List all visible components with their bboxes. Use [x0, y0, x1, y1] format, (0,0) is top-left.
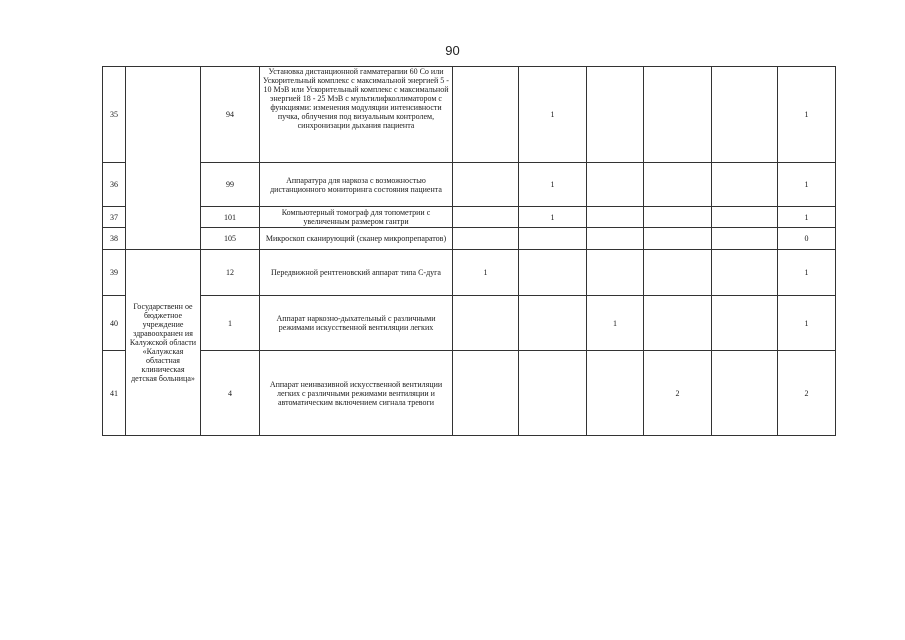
value-cell: [587, 351, 644, 436]
total-cell: 2: [778, 351, 836, 436]
equipment-description: Передвижной рентгеновский аппарат типа С-дуга: [260, 250, 453, 296]
equipment-description: Установка дистанционной гамматерапии 60 Со или Ускорительный комплекс с максимальной энергией 5 - 10 МэВ или Ускорительный комплекс с максимальной энергией 18 - 25 МэВ с мультилифколлиматором с функциями: изменения модуляции интенсивности пучка, облучения под визуальным контролем, синхронизации дыхания пациента: [260, 67, 453, 163]
row-number: 38: [103, 228, 126, 250]
value-cell: 1: [519, 207, 587, 228]
row-number: 40: [103, 296, 126, 351]
row-number: 41: [103, 351, 126, 436]
value-cell: 2: [644, 351, 712, 436]
value-cell: [587, 67, 644, 163]
value-cell: [712, 228, 778, 250]
value-cell: 1: [587, 296, 644, 351]
table-row: [103, 250, 836, 296]
value-cell: [712, 250, 778, 296]
row-number: 35: [103, 67, 126, 163]
table-row: [103, 351, 836, 436]
value-cell: [453, 351, 519, 436]
value-cell: [587, 228, 644, 250]
table-row: [103, 228, 836, 250]
value-cell: [453, 163, 519, 207]
table-row: [103, 296, 836, 351]
total-cell: 1: [778, 207, 836, 228]
table-row: [103, 207, 836, 228]
total-cell: 1: [778, 296, 836, 351]
total-cell: 1: [778, 163, 836, 207]
value-cell: [712, 296, 778, 351]
equipment-description: Аппаратура для наркоза с возможностью дистанционного мониторинга состояния пациента: [260, 163, 453, 207]
equipment-description: Аппарат наркозно-дыхательный с различными режимами искусственной вентиляции легких: [260, 296, 453, 351]
value-cell: [519, 250, 587, 296]
value-cell: [519, 351, 587, 436]
value-cell: [712, 351, 778, 436]
total-cell: 1: [778, 67, 836, 163]
value-cell: [644, 250, 712, 296]
equipment-code: 101: [201, 207, 260, 228]
equipment-description: Компьютерный томограф для топометрии с увеличенным размером гантри: [260, 207, 453, 228]
equipment-table: [102, 66, 836, 436]
value-cell: [519, 296, 587, 351]
value-cell: [644, 67, 712, 163]
value-cell: [644, 207, 712, 228]
equipment-code: 4: [201, 351, 260, 436]
value-cell: [519, 228, 587, 250]
equipment-code: 12: [201, 250, 260, 296]
value-cell: [644, 296, 712, 351]
value-cell: [712, 207, 778, 228]
equipment-code: 94: [201, 67, 260, 163]
value-cell: 1: [519, 67, 587, 163]
value-cell: [453, 228, 519, 250]
value-cell: 1: [453, 250, 519, 296]
equipment-code: 105: [201, 228, 260, 250]
value-cell: [644, 228, 712, 250]
equipment-code: 1: [201, 296, 260, 351]
equipment-description: Аппарат неинвазивной искусственной вентиляции легких с различными режимами вентиляции и автоматическим включением сигнала тревоги: [260, 351, 453, 436]
value-cell: 1: [519, 163, 587, 207]
row-number: 37: [103, 207, 126, 228]
row-number: 36: [103, 163, 126, 207]
value-cell: [587, 207, 644, 228]
value-cell: [453, 207, 519, 228]
value-cell: [644, 163, 712, 207]
value-cell: [712, 67, 778, 163]
value-cell: [712, 163, 778, 207]
value-cell: [453, 67, 519, 163]
row-number: 39: [103, 250, 126, 296]
total-cell: 0: [778, 228, 836, 250]
equipment-code: 99: [201, 163, 260, 207]
value-cell: [587, 163, 644, 207]
organization-cell-empty: [126, 67, 201, 250]
organization-name: Государственн ое бюджетное учреждение здравоохранен ия Калужской области «Калужская областная клиническая детская больница»: [126, 250, 201, 436]
equipment-description: Микроскоп сканирующий (сканер микропрепаратов): [260, 228, 453, 250]
table-row: [103, 163, 836, 207]
page-number: 90: [445, 43, 460, 58]
total-cell: 1: [778, 250, 836, 296]
value-cell: [587, 250, 644, 296]
table-row: [103, 67, 836, 163]
value-cell: [453, 296, 519, 351]
